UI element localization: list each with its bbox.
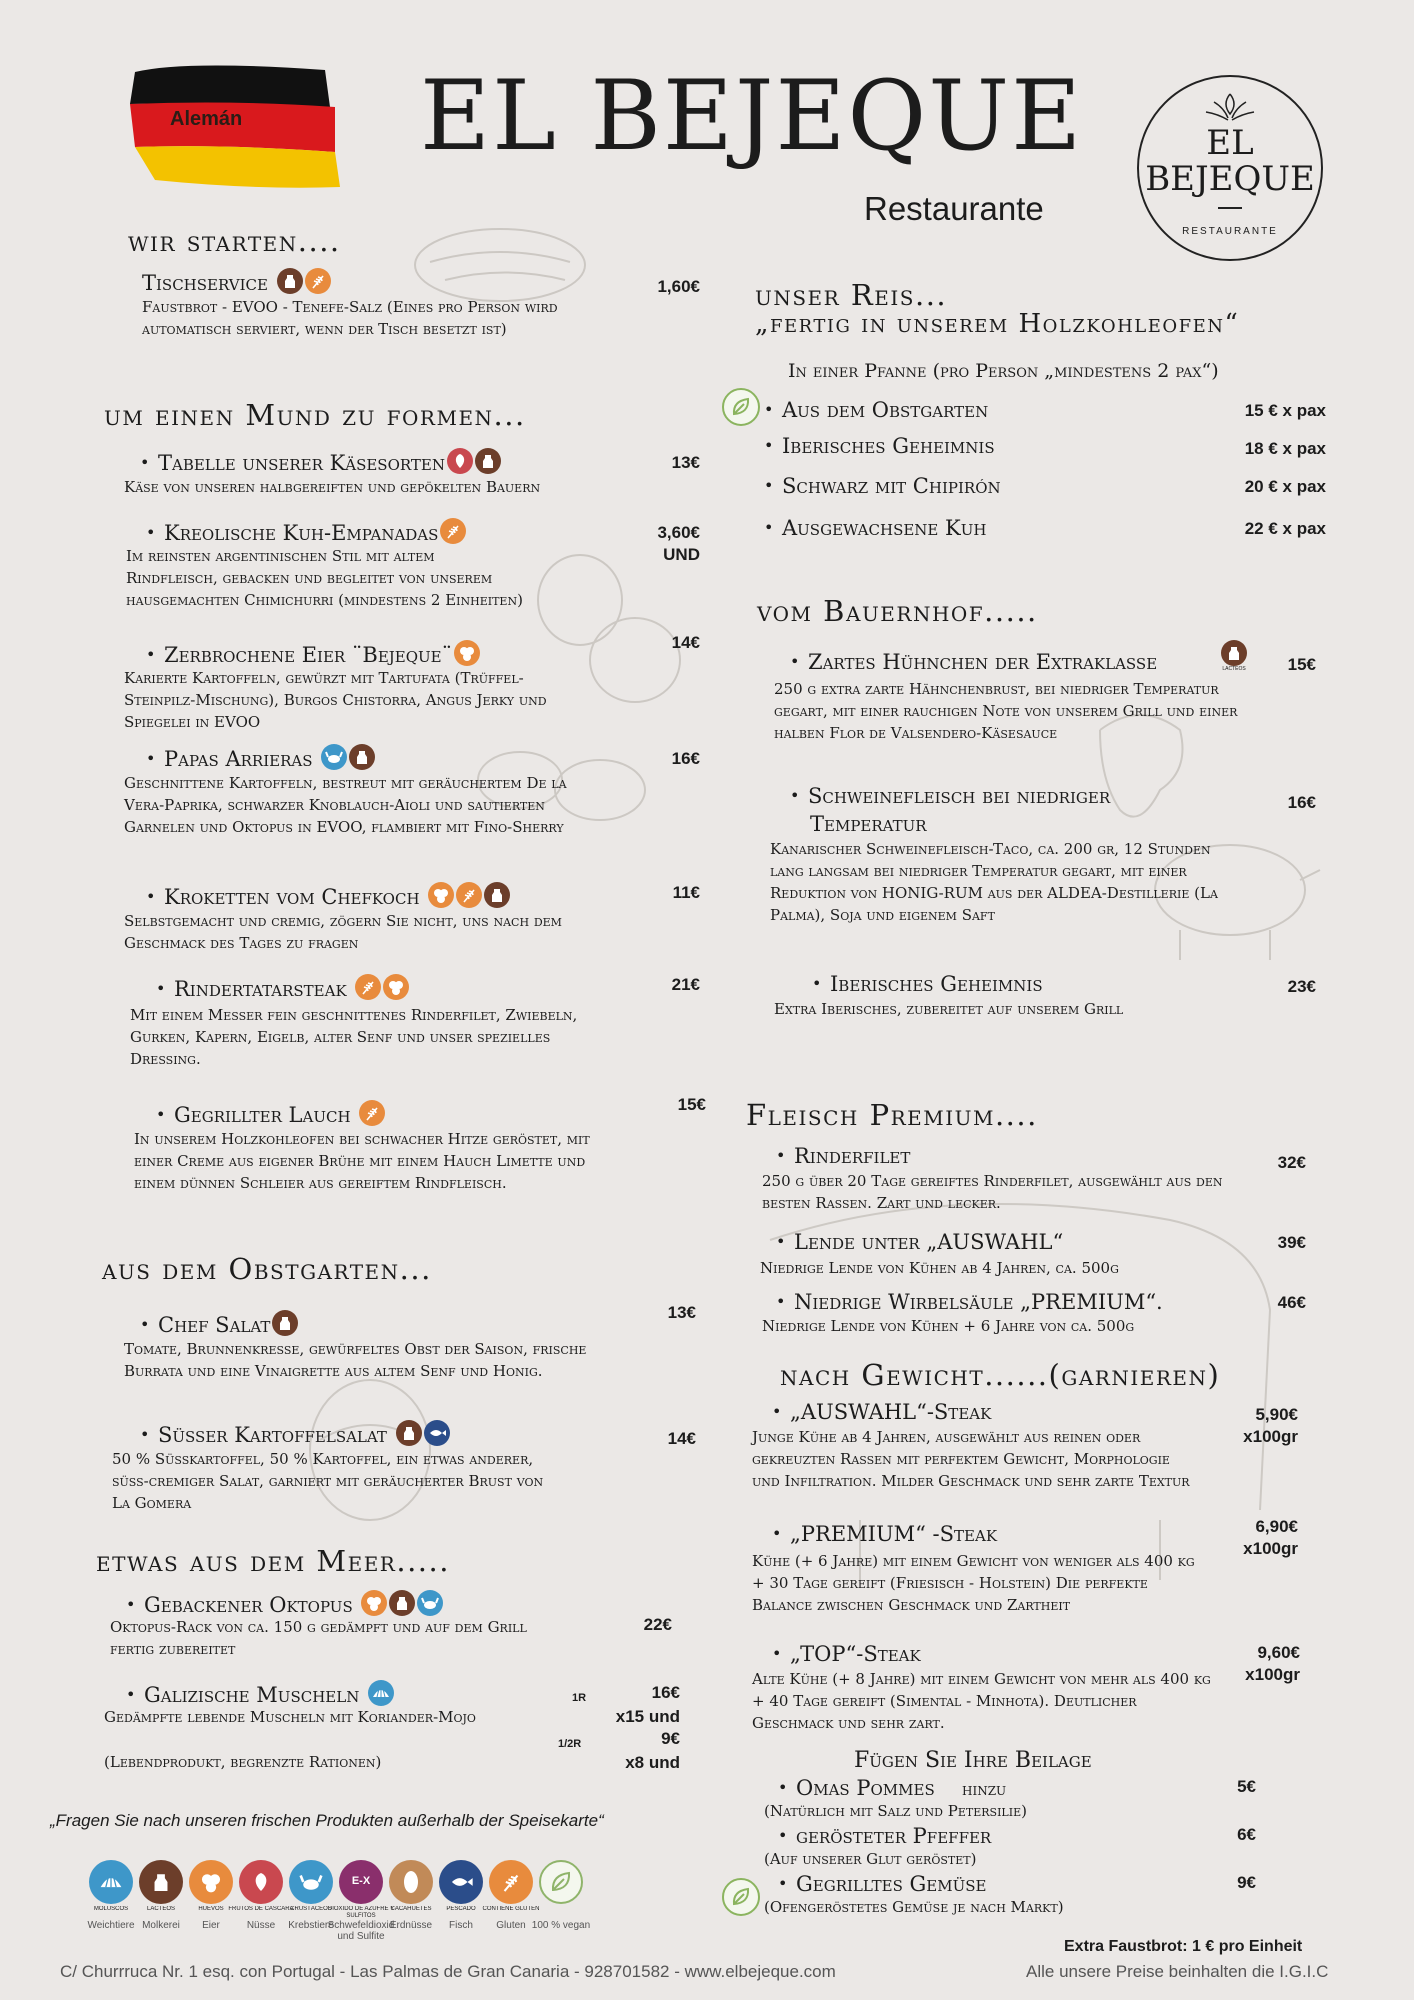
item-description: Selbstgemacht und cremig, zögern Sie nicht, uns nach dem Geschmack des Tages zu fragen: [124, 912, 562, 952]
wheat-icon: [440, 518, 466, 544]
logo-ring-text: RESTAURANTE: [1182, 226, 1278, 237]
item-price: 6,90€: [1255, 1517, 1298, 1536]
rice-item: • Iberisches Geheimnis: [764, 434, 995, 458]
item-lauch: • Gegrillter Lauch: [156, 1100, 385, 1128]
milk-icon: [396, 1420, 422, 1446]
legend-abbreviation: [526, 1906, 596, 1920]
milk-icon: [484, 882, 510, 908]
item-name: Gegrillter Lauch: [174, 1103, 351, 1127]
legend-label: Molkerei: [142, 1920, 180, 1931]
item-description: Karierte Kartoffeln, gewürzt mit Tartufata (Trüffel-Steinpilz-Mischung), Burgos Chistorra, Angus Jerky und Spiegelei in EVOO: [124, 669, 547, 731]
restaurant-subtitle: Restaurante: [864, 190, 1044, 227]
item-kartoffelsalat: • Süsser Kartoffelsalat: [140, 1420, 450, 1448]
item-name: Iberisches Geheimnis: [830, 972, 1043, 996]
item-price: 16€: [671, 749, 700, 768]
shell-icon: [368, 1680, 394, 1706]
item-price: 9,60€: [1257, 1643, 1300, 1662]
item-lende: • Lende unter „AUSWAHL“: [776, 1230, 1064, 1254]
item-description: Mit einem Messer fein geschnittenes Rinderfilet, Zwiebeln, Gurken, Kapern, Eigelb, alter Senf und unser spezielles Dressing.: [130, 1006, 578, 1068]
item-papas-arrieras: • Papas Arrieras: [146, 744, 375, 772]
item-price: 15€: [677, 1095, 706, 1114]
milk-icon-captioned: LACTEOS: [1218, 640, 1250, 672]
item-description: 250 g über 20 Tage gereiftes Rinderfilet, ausgewählt aus den besten Rassen. Zart und lecker.: [762, 1172, 1223, 1212]
restaurant-title: EL BEJEQUE: [420, 60, 1084, 172]
portion-label: 1R: [572, 1692, 587, 1704]
item-unit: x100gr: [1243, 1539, 1298, 1558]
item-price: 14€: [671, 633, 700, 652]
legend-label: Nüsse: [246, 1920, 276, 1931]
side-item: • gerösteter Pfeffer: [778, 1824, 992, 1848]
item-price: 15€: [1287, 655, 1316, 674]
egg-icon: [361, 1590, 387, 1616]
legend-abbreviation: PESCADO: [446, 1906, 476, 1912]
legend-label: Weichtiere: [87, 1920, 135, 1931]
item-name: Niedrige Wirbelsäule „PREMIUM“.: [794, 1290, 1163, 1314]
legend-abbreviation: FRUTOS DE CÁSCARA: [228, 1906, 294, 1912]
egg-icon: [428, 882, 454, 908]
item-price: 9€: [661, 1729, 680, 1748]
item-description: 50 % Süsskartoffel, 50 % Kartoffel, ein etwas anderer, süss-cremiger Salat, garniert mit geräucherter Brust von La Gomera: [112, 1450, 544, 1512]
item-description: Im reinsten argentinischen Stil mit altem Rindfleisch, gebacken und begleitet von unserem hausgemachten Chimichurri (mindestens 2 Einheiten): [126, 547, 523, 609]
section-sea-title: etwas aus dem Meer.....: [96, 1544, 450, 1578]
section-tapas-title: um einen Mund zu formen...: [104, 398, 526, 432]
item-name: Galizische Muscheln: [144, 1683, 360, 1707]
item-name: Schweinefleisch bei niedriger: [808, 784, 1111, 808]
logo-text-1: EL: [1206, 123, 1254, 163]
section-farm-title: vom Bauernhof.....: [757, 594, 1038, 628]
item-description: Tomate, Brunnenkresse, gewürfeltes Obst der Saison, frische Burrata und eine Vinaigrette aus altem Senf und Honig.: [124, 1340, 587, 1380]
legend-label: Krebstiere: [288, 1920, 334, 1931]
item-price: 23€: [1287, 977, 1316, 996]
section-sides-title: Fügen Sie Ihre Beilage: [854, 1748, 1092, 1773]
item-name: Iberisches Geheimnis: [782, 434, 995, 458]
logo-text-2: BEJEQUE: [1145, 159, 1315, 199]
item-name: Chef Salat: [158, 1313, 271, 1337]
legend-abbreviation: CONTIENE GLUTEN: [482, 1906, 540, 1912]
legend-abbreviation: DIÓXIDO DE AZUFRE Y SULFITOS: [327, 1906, 395, 1919]
section-premium-title: Fleisch Premium....: [746, 1098, 1038, 1132]
item-price: 46€: [1277, 1293, 1306, 1312]
item-description: Niedrige Lende von Kühen ab 4 Jahren, ca. 500g: [760, 1259, 1119, 1277]
item-price: 9€: [1237, 1873, 1256, 1892]
item-description: Alte Kühe (+ 8 Jahre) mit einem Gewicht von mehr als 400 kg + 40 Tage gereift (Simental - Minhota). Deutlicher Geschmack und sehr zart.: [752, 1670, 1211, 1732]
item-auswahl-steak: • „AUSWAHL“-Steak: [772, 1400, 992, 1424]
extra-bread-note: Extra Faustbrot: 1 € pro Einheit: [1064, 1938, 1303, 1955]
item-price: 6€: [1237, 1825, 1256, 1844]
language-label: Alemán: [170, 108, 243, 130]
fish-icon: [424, 1420, 450, 1446]
item-name-line2: Temperatur: [810, 812, 927, 836]
milk-icon: [475, 448, 501, 474]
section-sides-title-2: hinzu: [962, 1780, 1007, 1800]
rice-note: In einer Pfanne (pro Person „mindestens 2 pax“): [788, 360, 1219, 382]
legend-label: Eier: [202, 1920, 220, 1931]
item-quantity: x8 und: [625, 1753, 680, 1772]
item-name: Ausgewachsene Kuh: [782, 516, 987, 540]
item-name: Kroketten vom Chefkoch: [164, 885, 420, 909]
milk-icon: [389, 1590, 415, 1616]
restaurant-logo: [1134, 72, 1326, 264]
item-oktopus: • Gebackener Oktopus: [126, 1590, 443, 1618]
item-eier: • Zerbrochene Eier ¨Bejeque¨: [146, 640, 480, 668]
item-muscheln: • Galizische Muscheln: [126, 1680, 394, 1708]
item-price: 5,90€: [1255, 1405, 1298, 1424]
section-rice-title: unser Reis...: [755, 278, 948, 312]
item-price: 18 € x pax: [1244, 439, 1326, 458]
item-name: „PREMIUM“ -Steak: [790, 1522, 998, 1546]
wheat-icon: [355, 974, 381, 1000]
item-kaese: • Tabelle unserer Käsesorten: [140, 448, 501, 476]
item-name: Aus dem Obstgarten: [782, 398, 989, 422]
item-price: 11€: [672, 883, 700, 902]
item-name: Rindertatarsteak: [174, 977, 347, 1001]
legend-abbreviation: CACAHUETES: [390, 1906, 432, 1912]
item-description: Extra Iberisches, zubereitet auf unserem Grill: [774, 1000, 1124, 1018]
milk-icon: [277, 268, 303, 294]
item-unit: x100gr: [1243, 1427, 1298, 1446]
item-tatar: • Rindertatarsteak: [156, 974, 409, 1002]
item-description: Oktopus-Rack von ca. 150 g gedämpft und auf dem Grill fertig zubereitet: [110, 1618, 527, 1658]
side-item: • Gegrilltes Gemüse: [778, 1872, 987, 1896]
item-price: 13€: [671, 453, 700, 472]
section-starters-title: wir starten....: [128, 224, 341, 258]
item-price: 5€: [1237, 1777, 1256, 1796]
item-empanadas: • Kreolische Kuh-Empanadas: [146, 518, 466, 546]
footer-address: C/ Churrruca Nr. 1 esq. con Portugal - Las Palmas de Gran Canaria - 928701582 - www.elbejeque.com: [60, 1962, 836, 1981]
item-chef-salat: • Chef Salat: [140, 1310, 298, 1338]
crab-icon: [417, 1590, 443, 1616]
item-top-steak: • „TOP“-Steak: [772, 1642, 921, 1666]
leaf-icon: [539, 1860, 583, 1904]
item-price: 32€: [1277, 1153, 1306, 1172]
section-weight-title: nach Gewicht......(garnieren): [780, 1358, 1221, 1392]
item-huehnchen: • Zartes Hühnchen der Extraklasse: [790, 650, 1158, 674]
item-price: 20 € x pax: [1244, 477, 1326, 496]
item-price-unit: UND: [663, 545, 700, 564]
item-unit: x100gr: [1245, 1665, 1300, 1684]
item-price: 39€: [1277, 1233, 1306, 1252]
legend-label: Erdnüsse: [389, 1920, 433, 1931]
item-description: Geschnittene Kartoffeln, bestreut mit geräuchertem De la Vera-Paprika, schwarzer Knoblauch-Aioli und sautierten Garnelen und Oktopus in EVOO, flambiert mit Fino-Sherry: [124, 774, 567, 836]
fresh-products-note: „Fragen Sie nach unseren frischen Produkten außerhalb der Speisekarte“: [50, 1811, 604, 1830]
item-quantity: x15 und: [615, 1707, 680, 1726]
nuts-icon: [447, 448, 473, 474]
legend-abbreviation: HUEVOS: [198, 1906, 224, 1912]
egg-icon: [383, 974, 409, 1000]
legend-label: 100 % vegan: [531, 1920, 591, 1931]
item-price: 22€: [643, 1615, 672, 1634]
item-name: Papas Arrieras: [164, 747, 313, 771]
sulfite-icon: E-X: [339, 1860, 383, 1904]
milk-icon: [349, 744, 375, 770]
egg-icon: [454, 640, 480, 666]
item-name: „AUSWAHL“-Steak: [790, 1400, 992, 1424]
legend-label: Fisch: [449, 1920, 473, 1931]
item-name: gerösteter Pfeffer: [796, 1824, 992, 1848]
item-description: (Natürlich mit Salz und Petersilie): [764, 1802, 1027, 1820]
rice-item: • Ausgewachsene Kuh: [764, 516, 987, 540]
legend-label: Schwefeldioxid und Sulfite: [327, 1920, 395, 1942]
item-price: 15 € x pax: [1244, 401, 1326, 420]
item-name: Tabelle unserer Käsesorten: [158, 451, 445, 475]
item-name: Gegrilltes Gemüse: [796, 1872, 987, 1896]
item-name: Kreolische Kuh-Empanadas: [164, 521, 439, 545]
item-description: Niedrige Lende von Kühen + 6 Jahre von ca. 500g: [762, 1317, 1135, 1335]
item-kroketten: • Kroketten vom Chefkoch: [146, 882, 510, 910]
footer-tax-note: Alle unsere Preise beinhalten die I.G.I.C: [1026, 1962, 1329, 1981]
item-price: 16€: [1287, 793, 1316, 812]
item-schwein: • Schweinefleisch bei niedriger: [790, 784, 1111, 808]
item-description: Junge Kühe ab 4 Jahren, ausgewählt aus reinen oder gekreuzten Rassen mit perfektem Gewicht, Morphologie und Infiltration. Milder Geschmack und sehr zarte Textur: [752, 1428, 1190, 1490]
item-name: Tischservice: [142, 271, 268, 295]
item-description: In unserem Holzkohleofen bei schwacher Hitze geröstet, mit einer Creme aus eigener Brühe mit einem Hauch Limette und einem dünnen Schleier aus gereiftem Rindfleisch.: [134, 1130, 590, 1192]
side-item: • Omas Pommes: [778, 1776, 935, 1800]
item-name: Zerbrochene Eier ¨Bejeque¨: [164, 643, 453, 667]
section-garden-title: aus dem Obstgarten...: [102, 1252, 432, 1286]
item-price: 3,60€: [657, 523, 700, 542]
item-price: 13€: [667, 1303, 696, 1322]
item-rinderfilet: • Rinderfilet: [776, 1144, 911, 1168]
legend-label: Gluten: [496, 1920, 526, 1931]
item-name: Lende unter „AUSWAHL“: [794, 1230, 1064, 1254]
milk-icon: [272, 1310, 298, 1336]
item-premium-steak: • „PREMIUM“ -Steak: [772, 1522, 998, 1546]
item-description: (Ofengeröstetes Gemüse je nach Markt): [764, 1898, 1064, 1916]
legend-abbreviation: CRUSTÁCEOS: [290, 1906, 332, 1912]
item-wirbelsaeule: • Niedrige Wirbelsäule „PREMIUM“.: [776, 1290, 1163, 1314]
legend-item-leaf: [526, 1860, 596, 1931]
crab-icon: [321, 744, 347, 770]
item-description: Käse von unseren halbgereiften und gepökelten Bauern: [124, 478, 541, 496]
item-name: Gebackener Oktopus: [144, 1593, 353, 1617]
wheat-icon: [359, 1100, 385, 1126]
item-price: 22 € x pax: [1244, 519, 1326, 538]
item-description: Gedämpfte lebende Muscheln mit Koriander-Mojo: [104, 1708, 476, 1726]
vegan-badge: [722, 388, 760, 426]
item-description: 250 g extra zarte Hähnchenbrust, bei niedriger Temperatur gegart, mit einer rauchigen Note von unserem Grill und einer halben Flor de Valsendero-Käsesauce: [774, 680, 1238, 742]
vegan-badge: [722, 1878, 760, 1916]
item-description: (Auf unserer Glut geröstet): [764, 1850, 977, 1868]
portion-label: 1/2R: [558, 1738, 582, 1750]
item-price: 1,60€: [657, 277, 700, 296]
wheat-icon: [305, 268, 331, 294]
item-tischservice: [142, 268, 331, 296]
item-description: Kanarischer Schweinefleisch-Taco, ca. 200 gr, 12 Stunden lang langsam bei niedriger Temperatur gegart, mit einer Reduktion von HONIG-RUM aus der ALDEA-Destillerie (La Palma), Soja und eigenem Saft: [770, 840, 1218, 924]
item-name: Zartes Hühnchen der Extraklasse: [808, 650, 1158, 674]
rice-item: • Schwarz mit Chipirón: [764, 474, 1001, 498]
rice-item: • Aus dem Obstgarten: [764, 398, 989, 422]
item-name: Rinderfilet: [794, 1144, 911, 1168]
item-note: (Lebendprodukt, begrenzte Rationen): [104, 1753, 382, 1771]
legend-abbreviation: LÁCTEOS: [146, 1906, 175, 1912]
section-rice-subtitle: „fertig in unserem Holzkohleofen“: [755, 309, 1240, 339]
item-description: Kühe (+ 6 Jahre) mit einem Gewicht von weniger als 400 kg + 30 Tage gereift (Friesisch - Holstein) Die perfekte Balance zwischen Geschmack und Zartheit: [752, 1552, 1195, 1614]
item-iberisch: • Iberisches Geheimnis: [812, 972, 1043, 996]
item-price: 21€: [671, 975, 700, 994]
item-name: Omas Pommes: [796, 1776, 935, 1800]
item-price: 14€: [667, 1429, 696, 1448]
item-description: Faustbrot - EVOO - Tenefe-Salz (Eines pro Person wird automatisch serviert, wenn der Tisch besetzt ist): [142, 298, 558, 338]
item-name: „TOP“-Steak: [790, 1642, 921, 1666]
legend-abbreviation: MOLUSCOS: [93, 1906, 129, 1912]
item-name: Süsser Kartoffelsalat: [158, 1423, 387, 1447]
item-name: Schwarz mit Chipirón: [782, 474, 1001, 498]
item-price: 16€: [651, 1683, 680, 1702]
wheat-icon: [456, 882, 482, 908]
